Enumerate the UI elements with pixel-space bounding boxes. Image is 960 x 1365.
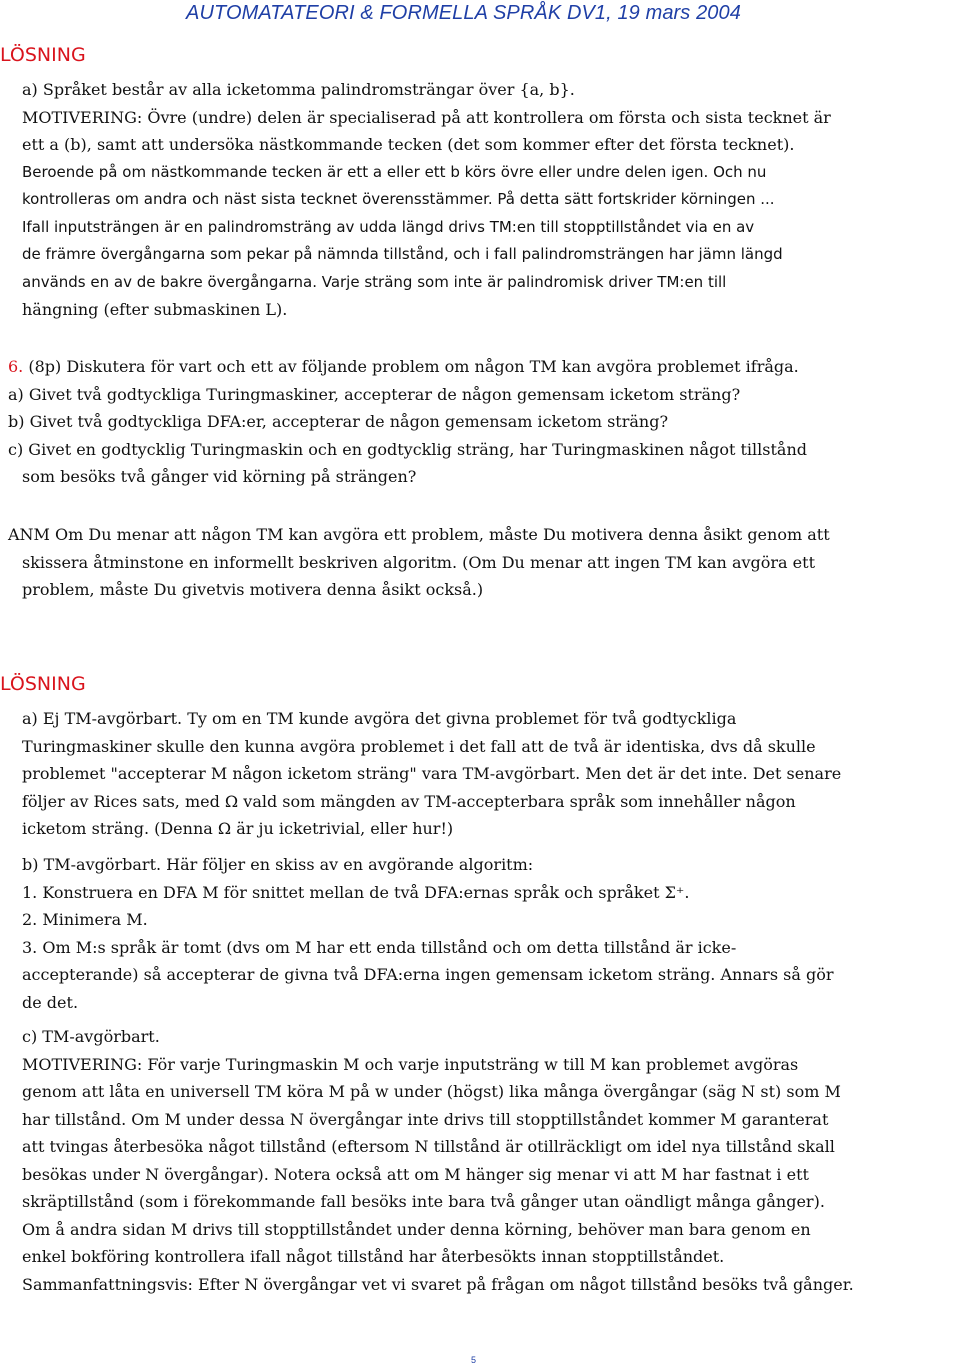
solution-2-line: besökas under N övergångar). Notera också att om M hänger sig menar vi att M har fastnat i ett xyxy=(22,1164,809,1184)
solution-2-line: genom att låta en universell TM köra M på w under (högst) lika många övergångar (säg N st) som M xyxy=(22,1082,841,1101)
question-6 xyxy=(8,353,938,491)
solution-2-line: problemet "accepterar M någon icketom sträng" vara TM-avgörbart. Men det är det inte. Det senare xyxy=(22,764,842,783)
question-intro-line xyxy=(8,353,938,381)
question-part-c-cont: som besöks två gånger vid körning på strängen? xyxy=(22,467,417,486)
solution-2-line: att tvingas återbesöka något tillstånd (eftersom N tillstånd är otillräckligt om idel nya tillstånd skall xyxy=(22,1137,835,1156)
solution-1-line: används en av de bakre övergångarna. Varje sträng som inte är palindromisk driver TM:en till xyxy=(22,272,727,291)
solution-2-part-b xyxy=(22,851,952,1016)
note-line: skissera åtminstone en informellt beskriven algoritm. (Om Du menar att ingen TM kan avgöra ett xyxy=(22,552,815,572)
solution-2-line: c) TM-avgörbart. xyxy=(22,1027,160,1046)
solution-2-part-c xyxy=(22,1023,952,1298)
solution-1-line: kontrolleras om andra och näst sista tecknet överensstämmer. På detta sätt fortskrider körningen ... xyxy=(22,190,775,208)
solution-1-line: a) Språket består av alla icketomma palindromsträngar över {a, b}. xyxy=(22,80,575,99)
solution-2-line: 3. Om M:s språk är tomt (dvs om M har ett enda tillstånd och om detta tillstånd är icke- xyxy=(22,937,737,957)
solution-2-line: a) Ej TM-avgörbart. Ty om en TM kunde avgöra det givna problemet för två godtyckliga xyxy=(22,709,737,728)
solution-2-line: Turingmaskiner skulle den kunna avgöra problemet i det fall att de två är identiska, dvs då skulle xyxy=(22,736,816,756)
solution-1-line: de främre övergångarna som pekar på nämnda tillstånd, och i fall palindromsträngen har jämn längd xyxy=(22,245,783,263)
note-line: problem, måste Du givetvis motivera denna åsikt också.) xyxy=(22,580,484,599)
solution-1-line: ett a (b), samt att undersöka nästkommande tecken (det som kommer efter det första tecknet). xyxy=(22,135,795,154)
question-part-a: a) Givet två godtyckliga Turingmaskiner, accepterar de någon gemensam icketom sträng? xyxy=(8,384,741,404)
solution-2-line: MOTIVERING: För varje Turingmaskin M och varje inputsträng w till M kan problemet avgöras xyxy=(22,1054,799,1074)
solution-heading-2: LÖSNING xyxy=(0,673,86,695)
solution-1-line: Beroende på om nästkommande tecken är ett a eller ett b körs övre eller undre delen igen. Och nu xyxy=(22,162,767,181)
solution-1-line: hängning (efter submaskinen L). xyxy=(22,300,288,319)
solution-1-body xyxy=(22,76,952,324)
solution-2-line: enkel bokföring kontrollera ifall något tillstånd har återbesökts innan stopptillståndet. xyxy=(22,1247,725,1266)
page-number: 5 xyxy=(471,1355,477,1365)
page-header: AUTOMATATEORI & FORMELLA SPRÅK DV1, 19 mars 2004 xyxy=(186,2,741,24)
solution-2-part-a xyxy=(22,705,952,843)
solution-1-line: MOTIVERING: Övre (undre) delen är specialiserad på att kontrollera om första och sista tecknet är xyxy=(22,107,831,127)
solution-2-line: Om å andra sidan M drivs till stopptillståndet under denna körning, behöver man bara genom en xyxy=(22,1219,811,1239)
solution-2-line: accepterande) så accepterar de givna två DFA:erna ingen gemensam icketom sträng. Annars så gör xyxy=(22,965,834,984)
question-number: 6. xyxy=(8,357,24,376)
solution-2-line: b) TM-avgörbart. Här följer en skiss av en avgörande algoritm: xyxy=(22,855,534,874)
question-part-c: c) Givet en godtycklig Turingmaskin och en godtycklig sträng, har Turingmaskinen något tillstånd xyxy=(8,439,807,459)
solution-2-line: skräptillstånd (som i förekommande fall besöks inte bara två gånger utan oändligt många gånger). xyxy=(22,1192,825,1211)
question-intro: (8p) Diskutera för vart och ett av följande problem om någon TM kan avgöra problemet ifråga. xyxy=(28,357,799,376)
solution-1-line: Ifall inputsträngen är en palindromsträng av udda längd drivs TM:en till stopptillståndet via en av xyxy=(22,217,755,236)
solution-2-line: Sammanfattningsvis: Efter N övergångar vet vi svaret på frågan om något tillstånd besöks två gånger. xyxy=(22,1274,854,1294)
solution-2-line: 2. Minimera M. xyxy=(22,910,148,929)
solution-heading-1: LÖSNING xyxy=(0,44,86,66)
solution-2-line: de det. xyxy=(22,992,79,1012)
solution-2-line: har tillstånd. Om M under dessa N övergångar inte drivs till stopptillståndet kommer M garanterat xyxy=(22,1109,829,1129)
solution-2-line: 1. Konstruera en DFA M för snittet mellan de två DFA:ernas språk och språket Σ⁺. xyxy=(22,882,690,902)
question-note xyxy=(8,521,938,604)
note-line: ANM Om Du menar att någon TM kan avgöra ett problem, måste Du motivera denna åsikt genom att xyxy=(8,525,830,544)
solution-2-line: följer av Rices sats, med Ω vald som mängden av TM-accepterbara språk som innehåller någon xyxy=(22,791,796,811)
solution-2-line: icketom sträng. (Denna Ω är ju icketrivial, eller hur!) xyxy=(22,819,454,838)
question-part-b: b) Givet två godtyckliga DFA:er, accepterar de någon gemensam icketom sträng? xyxy=(8,412,669,431)
